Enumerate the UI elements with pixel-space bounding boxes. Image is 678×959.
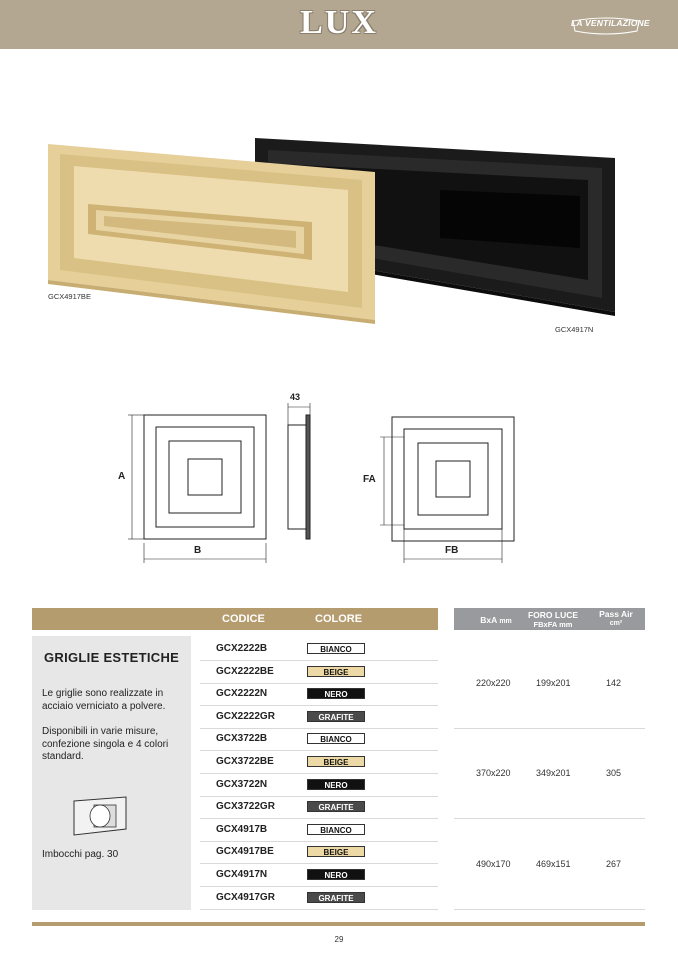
col-pass-air: Pass Air cm² — [599, 609, 633, 627]
col-colore: COLORE — [315, 613, 363, 625]
info-panel — [32, 636, 191, 910]
product-code: GCX3722B — [216, 733, 268, 745]
product-code: GCX4917BE — [216, 846, 274, 858]
table-row — [200, 661, 438, 684]
bxa-value: 220x220 — [476, 678, 511, 688]
color-badge: BIANCO — [307, 824, 365, 835]
color-badge: BIANCO — [307, 643, 365, 654]
color-badge: NERO — [307, 688, 365, 699]
foro-value: 349x201 — [536, 768, 571, 779]
product-code: GCX2222B — [216, 643, 268, 654]
product-photo — [40, 130, 630, 330]
product-code: GCX4917N — [216, 869, 268, 880]
table-row — [200, 683, 438, 706]
panel-title: GRIGLIE ESTETICHE — [44, 650, 180, 665]
product-code: GCX4917GR — [216, 891, 275, 903]
table-row — [200, 638, 438, 661]
product-code: GCX3722N — [216, 778, 268, 790]
color-badge: GRAFITE — [307, 892, 365, 903]
table-row — [200, 864, 438, 887]
color-badge: GRAFITE — [307, 711, 365, 722]
table-header-right — [454, 608, 645, 630]
color-badge: BEIGE — [307, 756, 365, 767]
table-row — [200, 706, 438, 729]
technical-drawing — [110, 385, 570, 565]
panel-imbocchi-ref: Imbocchi pag. 30 — [42, 849, 119, 860]
foro-value: 199x201 — [536, 678, 571, 688]
product-code: GCX2222GR — [216, 710, 275, 722]
dim-a-label: A — [118, 471, 126, 482]
photo-label-black: GCX4917N — [555, 325, 594, 334]
col-bxa: BxA mm — [480, 615, 512, 625]
foro-value: 469x151 — [536, 858, 571, 869]
imbocco-icon — [70, 795, 130, 839]
table-row — [200, 751, 438, 774]
color-badge: NERO — [307, 869, 365, 880]
table-row — [200, 887, 438, 910]
color-badge: BEIGE — [307, 666, 365, 677]
product-code: GCX4917B — [216, 823, 268, 835]
photo-label-beige: GCX4917BE — [48, 292, 91, 301]
color-badge: BEIGE — [307, 846, 365, 857]
col-codice: CODICE — [222, 613, 265, 625]
page-title: LUX — [300, 4, 378, 41]
footer-bar — [32, 922, 645, 926]
page-number: 29 — [334, 935, 344, 944]
product-code: GCX3722BE — [216, 756, 274, 767]
table-row — [200, 728, 438, 751]
dimension-group — [454, 819, 645, 910]
dim-depth-label: 43 — [290, 392, 301, 402]
dim-b-label: B — [194, 545, 202, 556]
pass-air-value: 305 — [606, 768, 622, 779]
product-code: GCX2222BE — [216, 665, 274, 677]
table-row — [200, 774, 438, 797]
panel-description: Le griglie sono realizzate in acciaio verniciato a polvere. — [42, 688, 166, 712]
dimension-group — [454, 728, 645, 819]
table-row — [200, 796, 438, 819]
color-badge: GRAFITE — [307, 801, 365, 812]
panel-availability: Disponibili in varie misure, confezione singola e 4 colori standard. — [42, 726, 169, 762]
dimension-group — [454, 638, 645, 729]
brand-name: LA VENTILAZIONE — [571, 18, 650, 28]
beige-grille-image — [48, 144, 375, 324]
pass-air-value: 142 — [606, 678, 622, 688]
color-badge: BIANCO — [307, 733, 365, 744]
dim-fb-label: FB — [445, 545, 459, 556]
bxa-value: 370x220 — [476, 768, 511, 779]
table-header-left — [32, 608, 438, 630]
pass-air-value: 267 — [606, 858, 622, 869]
table-row — [200, 819, 438, 842]
dim-fa-label: FA — [363, 474, 376, 485]
col-foro-luce: FORO LUCE FBxFA mm — [527, 610, 579, 629]
color-badge: NERO — [307, 779, 365, 790]
bxa-value: 490x170 — [476, 858, 511, 869]
product-code: GCX3722GR — [216, 801, 275, 813]
table-row — [200, 841, 438, 864]
product-code: GCX2222N — [216, 688, 268, 700]
